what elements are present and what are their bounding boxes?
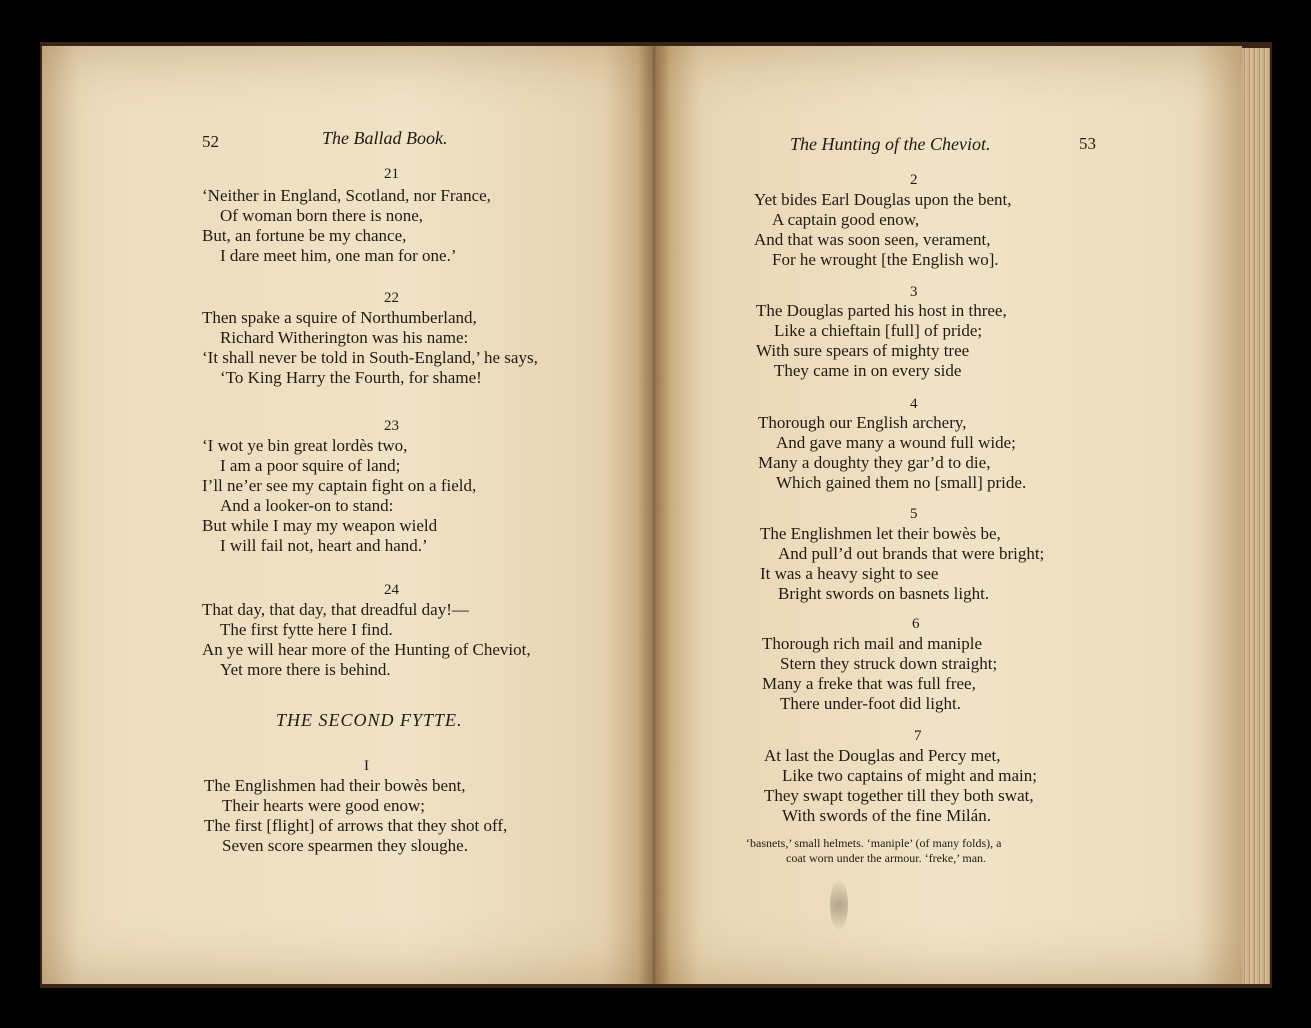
verse-line: Yet bides Earl Douglas upon the bent,: [754, 190, 1012, 209]
footnote-line: coat worn under the armour. ‘freke,’ man.: [786, 851, 987, 865]
footnote-line: ‘basnets,’ small helmets. ‘maniple’ (of many folds), a: [746, 836, 1002, 850]
stanza-7: [764, 746, 1037, 826]
verse-line: Bright swords on basnets light.: [778, 584, 990, 603]
verse-line: Then spake a squire of Northumberland,: [202, 308, 477, 327]
verse-line: Richard Witherington was his name:: [220, 328, 469, 347]
verse-line: But while I may my weapon wield: [202, 516, 438, 535]
footnote: [746, 836, 1001, 866]
stanza-3: [756, 301, 1007, 381]
verse-line: ‘To King Harry the Fourth, for shame!: [220, 368, 482, 387]
verse-line: I am a poor squire of land;: [220, 456, 401, 475]
verse-line: ‘It shall never be told in South-England,’ he says,: [202, 348, 538, 367]
verse-line: They swapt together till they both swat,: [764, 786, 1034, 805]
verse-line: Which gained them no [small] pride.: [776, 473, 1027, 492]
verse-line: Stern they struck down straight;: [780, 654, 998, 673]
stanza-number: 6: [912, 616, 920, 632]
stanza-number: 4: [910, 396, 918, 412]
verse-line: And gave many a wound full wide;: [776, 433, 1016, 452]
page-edges: [1242, 48, 1270, 984]
stanza-number: 23: [384, 418, 399, 434]
verse-line: Many a doughty they gar’d to die,: [758, 453, 991, 472]
verse-line: I’ll ne’er see my captain fight on a field,: [202, 476, 477, 495]
verse-line: Many a freke that was full free,: [762, 674, 976, 693]
stanza-number: 22: [384, 290, 399, 306]
stanza-number: 3: [910, 284, 918, 300]
verse-line: The Douglas parted his host in three,: [756, 301, 1007, 320]
verse-line: I dare meet him, one man for one.’: [220, 246, 457, 265]
verse-line: I will fail not, heart and hand.’: [220, 536, 428, 555]
stanza-number: 7: [914, 728, 922, 744]
stanza-number: I: [364, 758, 369, 774]
left-page: [42, 46, 654, 984]
verse-line: The Englishmen let their bowès be,: [760, 524, 1001, 543]
verse-line: And pull’d out brands that were bright;: [778, 544, 1045, 563]
stanza-22: [202, 308, 538, 388]
stanza-23: [202, 436, 476, 556]
running-title-right: The Hunting of the Cheviot.: [790, 134, 991, 154]
verse-line: The first fytte here I find.: [220, 620, 393, 639]
verse-line: With swords of the fine Milán.: [782, 806, 991, 825]
book-gutter: [638, 46, 670, 984]
stanza-1: [204, 776, 507, 856]
stanza-6: [762, 634, 997, 714]
verse-line: Thorough rich mail and maniple: [762, 634, 982, 653]
verse-line: At last the Douglas and Percy met,: [764, 746, 1001, 765]
verse-line: And a looker-on to stand:: [220, 496, 394, 515]
verse-line: A captain good enow,: [772, 210, 920, 229]
verse-line: But, an fortune be my chance,: [202, 226, 407, 245]
verse-line: And that was soon seen, verament,: [754, 230, 991, 249]
verse-line: An ye will hear more of the Hunting of Cheviot,: [202, 640, 531, 659]
paper-stain: [830, 880, 848, 930]
stanza-number: 5: [910, 506, 918, 522]
stanza-5: [760, 524, 1044, 604]
section-heading: THE SECOND FYTTE.: [276, 710, 463, 730]
verse-line: Like two captains of might and main;: [782, 766, 1037, 785]
verse-line: Of woman born there is none,: [220, 206, 424, 225]
verse-line: Yet more there is behind.: [220, 660, 391, 679]
stanza-24: [202, 600, 531, 680]
verse-line: With sure spears of mighty tree: [756, 341, 970, 360]
verse-line: ‘I wot ye bin great lordès two,: [202, 436, 408, 455]
verse-line: The first [flight] of arrows that they shot off,: [204, 816, 508, 835]
stanza-number: 2: [910, 172, 918, 188]
stanza-21: [202, 186, 491, 266]
verse-line: That day, that day, that dreadful day!—: [202, 600, 469, 619]
stanza-4: [758, 413, 1026, 493]
right-page: [654, 46, 1242, 984]
verse-line: Thorough our English archery,: [758, 413, 967, 432]
verse-line: For he wrought [the English wo].: [772, 250, 999, 269]
page-number-left: 52: [202, 132, 219, 151]
verse-line: Like a chieftain [full] of pride;: [774, 321, 983, 340]
verse-line: It was a heavy sight to see: [760, 564, 939, 583]
verse-line: The Englishmen had their bowès bent,: [204, 776, 466, 795]
page-number-right: 53: [1079, 134, 1096, 153]
stanza-number: 24: [384, 582, 399, 598]
stanza-2: [754, 190, 1012, 270]
verse-line: There under-foot did light.: [780, 694, 961, 713]
verse-line: Their hearts were good enow;: [222, 796, 425, 815]
verse-line: Seven score spearmen they sloughe.: [222, 836, 468, 855]
stanza-number: 21: [384, 166, 399, 182]
verse-line: ‘Neither in England, Scotland, nor France,: [202, 186, 491, 205]
verse-line: They came in on every side: [774, 361, 962, 380]
running-title-left: The Ballad Book.: [322, 128, 448, 148]
